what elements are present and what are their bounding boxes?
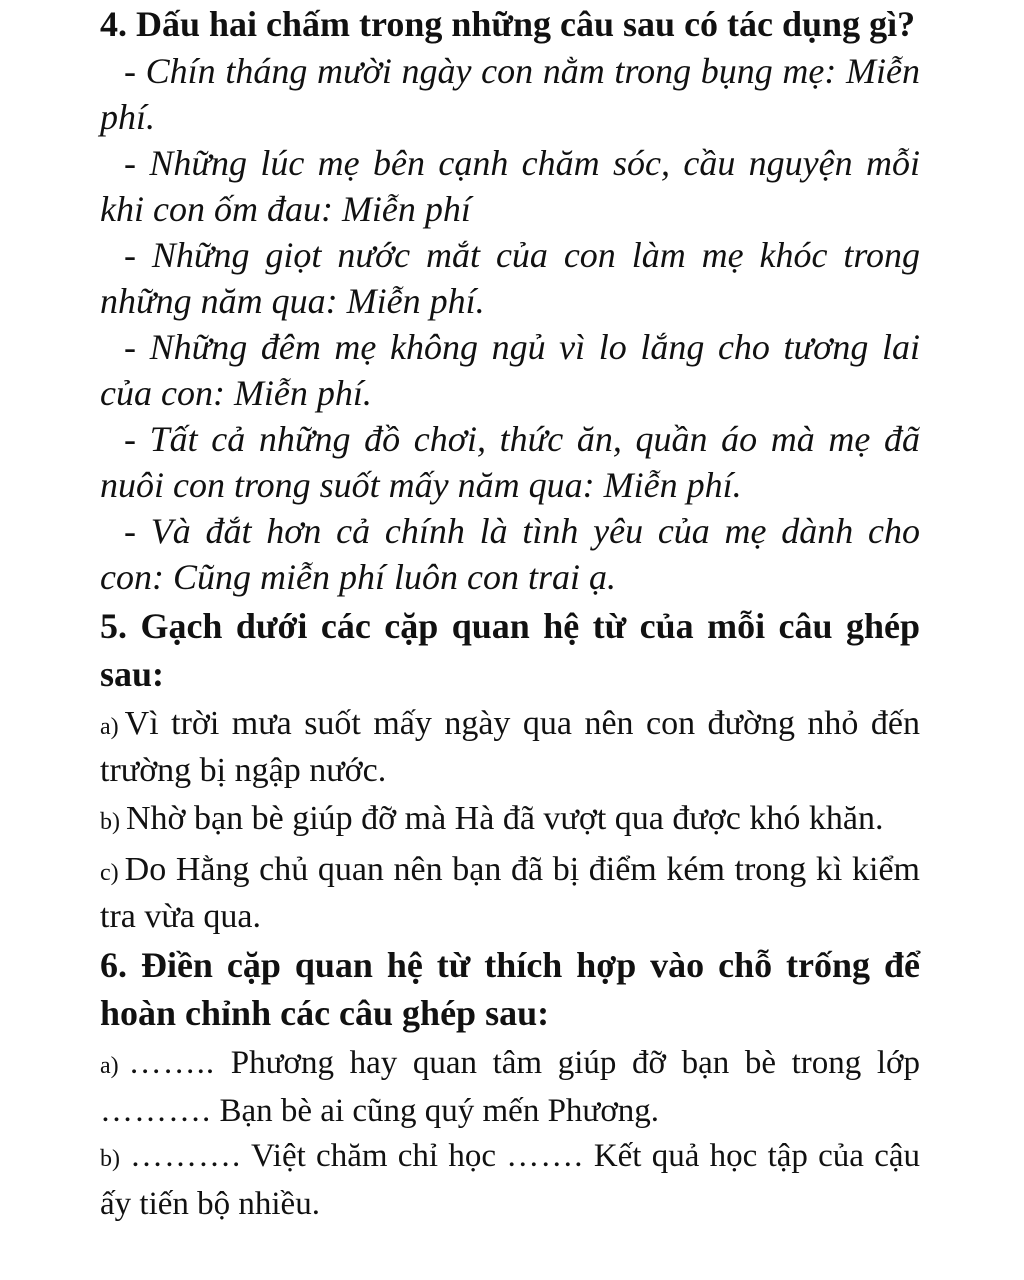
q6-item-a-part-2: Bạn bè ai cũng quý mến Phương.	[219, 1093, 660, 1129]
document-page	[100, 0, 920, 1227]
question-6-heading: 6. Điền cặp quan hệ từ thích hợp vào chỗ trống để hoàn chỉnh các câu ghép sau:	[100, 945, 920, 1033]
question-4-heading: 4. Dấu hai chấm trong những câu sau có tác dụng gì?	[100, 4, 916, 44]
q4-line-5: - Tất cả những đồ chơi, thức ăn, quần áo mà mẹ đã nuôi con trong suốt mấy năm qua: Miễn phí.	[100, 419, 920, 505]
q5-item-b-text: Nhờ bạn bè giúp đỡ mà Hà đã vượt qua được khó khăn.	[126, 800, 884, 837]
q6-item-b-part-1: Việt chăm chỉ học	[250, 1138, 497, 1174]
q6-item-a-label: a)	[100, 1053, 119, 1079]
q5-item-b	[100, 797, 920, 844]
q6-item-a-blank-2: ……….	[100, 1093, 212, 1129]
q6-item-a-part-1: Phương hay quan tâm giúp đỡ bạn bè trong lớp	[230, 1045, 920, 1081]
q6-item-a	[100, 1041, 920, 1134]
q6-item-b-part-2: Kết quả học tập của cậu ấy tiến bộ nhiều.	[100, 1138, 921, 1222]
q6-item-a-blank-1: ……..	[128, 1045, 216, 1081]
q4-line-1: - Chín tháng mười ngày con nằm trong bụng mẹ: Miễn phí.	[100, 51, 920, 137]
q6-item-b-label: b)	[100, 1146, 120, 1172]
q5-item-c-label: c)	[100, 860, 119, 886]
q4-line-3: - Những giọt nước mắt của con làm mẹ khóc trong những năm qua: Miễn phí.	[100, 235, 920, 321]
q6-item-b-blank-1: ……….	[130, 1138, 242, 1174]
q5-item-b-label: b)	[100, 809, 120, 835]
q6-item-b-blank-2: …….	[506, 1138, 584, 1174]
q5-item-c-text: Do Hằng chủ quan nên bạn đã bị điểm kém trong kì kiểm tra vừa qua.	[100, 851, 920, 935]
q5-item-a	[100, 702, 920, 793]
q5-item-a-label: a)	[100, 714, 119, 740]
q4-line-4: - Những đêm mẹ không ngủ vì lo lắng cho tương lai của con: Miễn phí.	[100, 327, 920, 413]
q5-item-a-text: Vì trời mưa suốt mấy ngày qua nên con đường nhỏ đến trường bị ngập nước.	[100, 705, 920, 789]
q4-line-6: - Và đắt hơn cả chính là tình yêu của mẹ dành cho con: Cũng miễn phí luôn con trai ạ.	[100, 511, 920, 597]
q6-item-b	[100, 1134, 920, 1227]
q4-line-2: - Những lúc mẹ bên cạnh chăm sóc, cầu nguyện mỗi khi con ốm đau: Miễn phí	[100, 143, 920, 229]
question-5-heading: 5. Gạch dưới các cặp quan hệ từ của mỗi câu ghép sau:	[100, 606, 920, 694]
q5-item-c	[100, 848, 920, 939]
